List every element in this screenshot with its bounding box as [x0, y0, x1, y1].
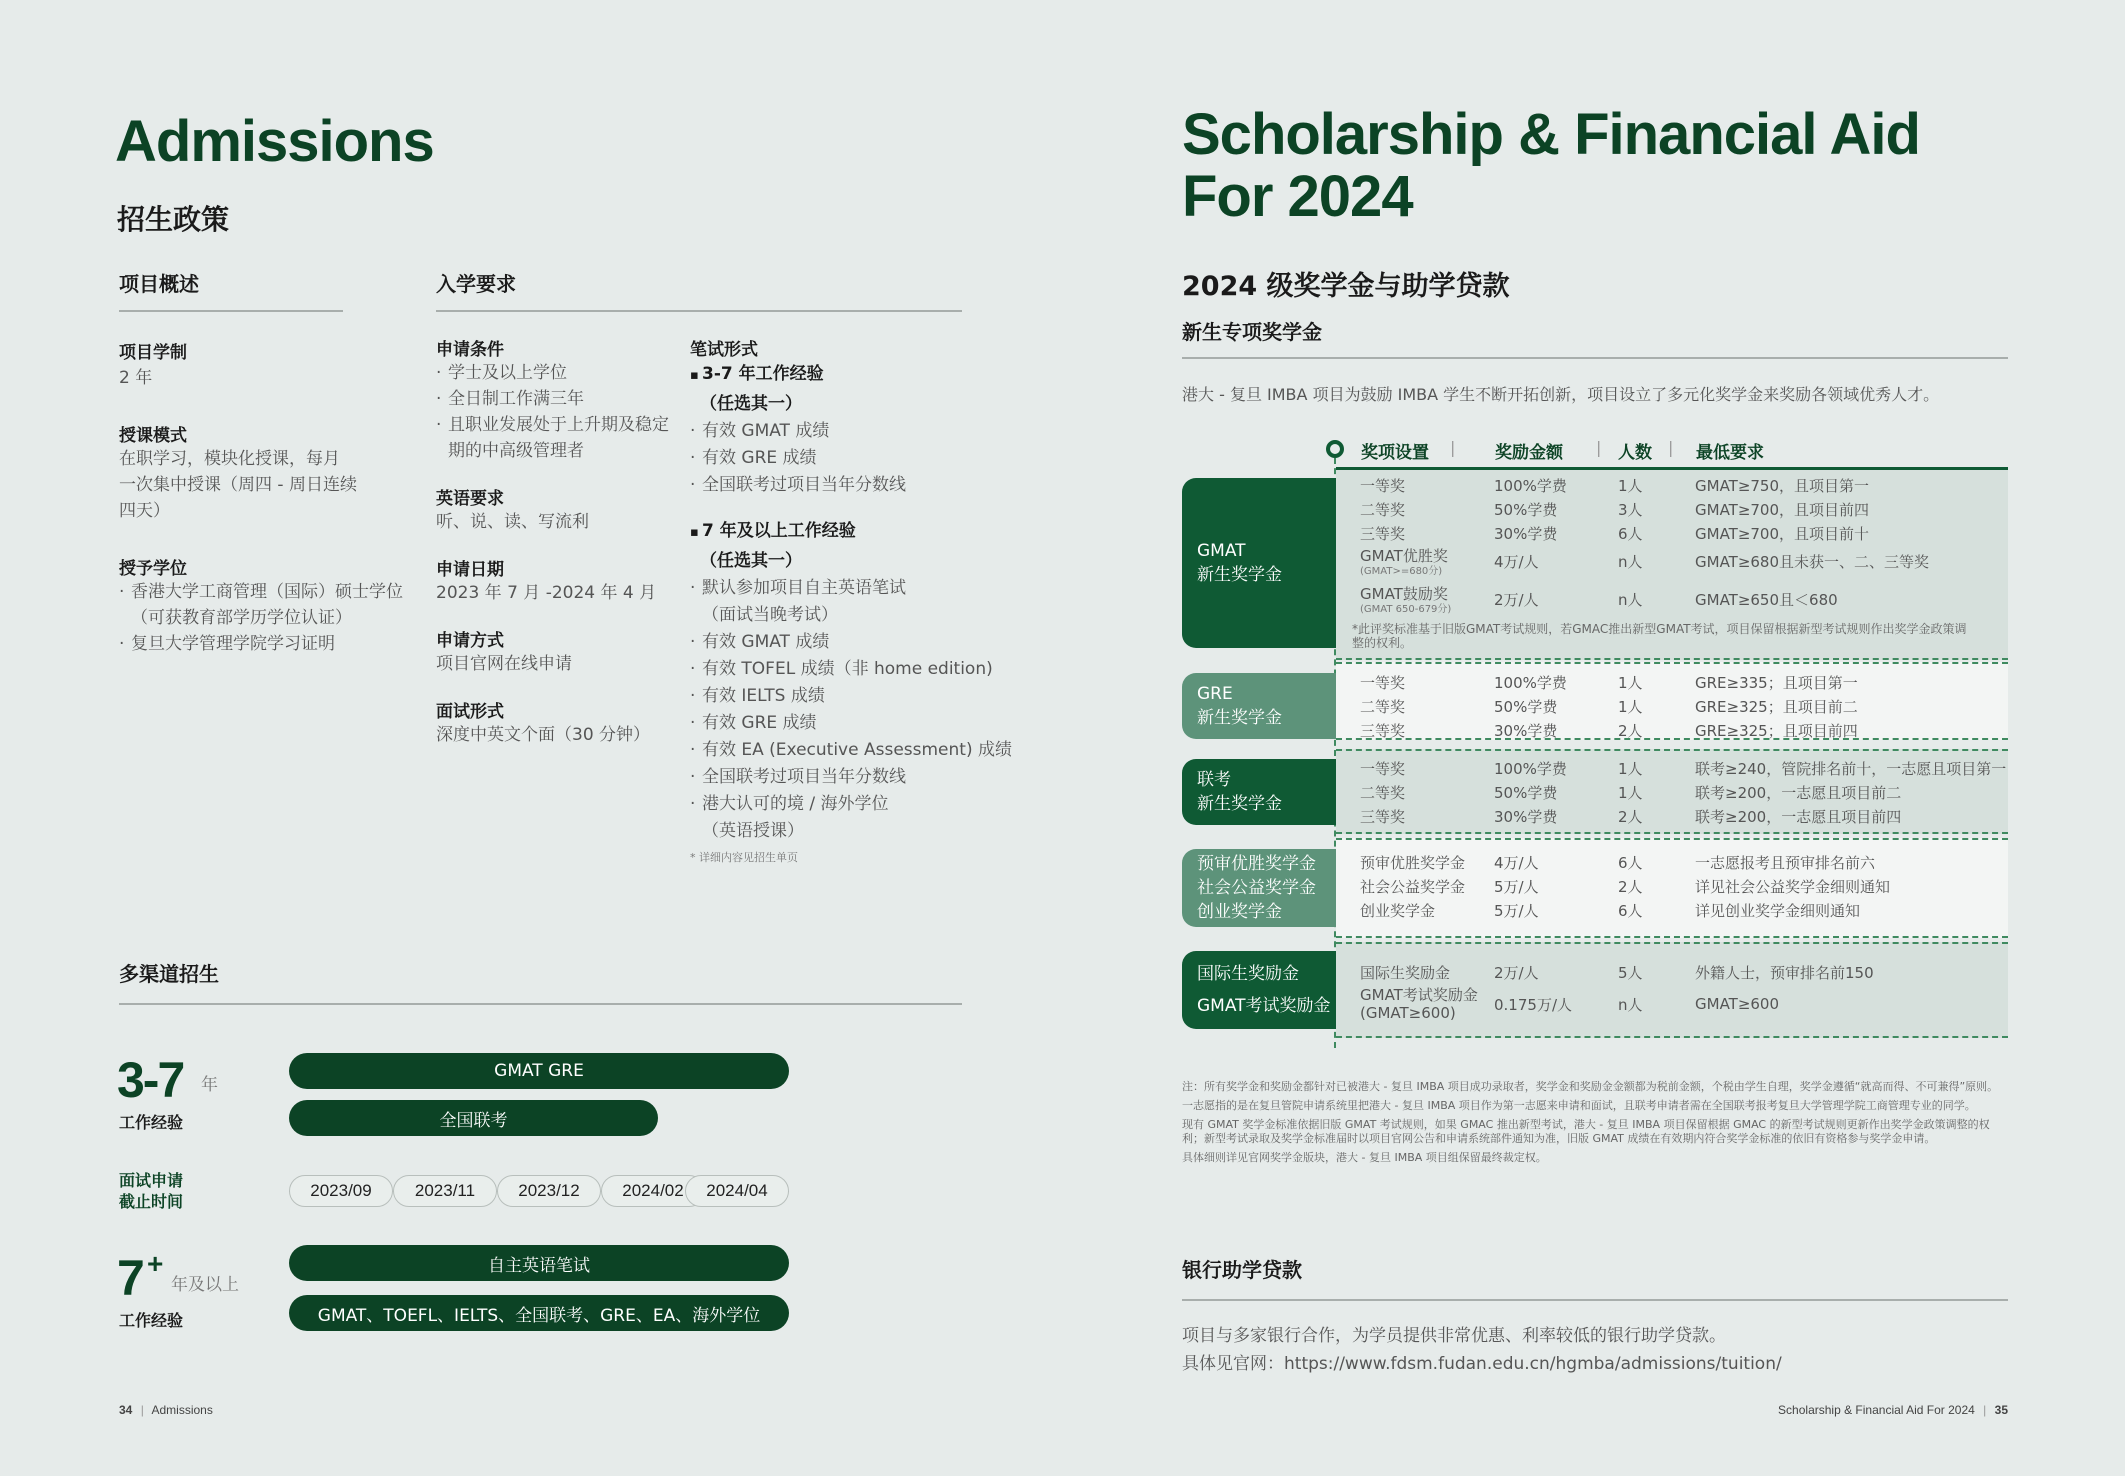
conditions-label: 申请条件: [436, 340, 504, 360]
category-national-exam: [1182, 759, 1336, 825]
cell-requirement: GMAT≥700，且项目前四: [1695, 501, 1870, 519]
page-title-scholarship: [1182, 104, 1920, 228]
cell-award: [1360, 986, 1494, 1022]
cell-award: 社会公益奖学金: [1360, 878, 1466, 896]
header-separator: |: [1668, 438, 1674, 457]
overview-heading: 项目概述: [119, 272, 199, 296]
deadline-label-line1: 面试申请: [119, 1171, 184, 1190]
group2-item: · 默认参加项目自主英语笔试（面试当晚考试）: [690, 575, 920, 629]
gmat-note: *此评奖标准基于旧版GMAT考试规则，若GMAC推出新型GMAT考试，项目保留根据新型考试规则作出奖学金政策调整的权利。: [1352, 622, 1967, 650]
table-row: [1360, 720, 2025, 741]
written-exam-section: [690, 335, 1020, 865]
cell-amount: 100%学费: [1494, 760, 1567, 778]
note-item: 注：所有奖学金和奖励金都针对已被港大 - 复旦 IMBA 项目成功录取者，奖学金和奖励金金额都为税前金额，个税由学生自理，奖学金遵循“就高而得、不可兼得”原则。: [1182, 1080, 1999, 1093]
cell-count: 6人: [1618, 854, 1643, 872]
cell-requirement: 联考≥240，管院排名前十，一志愿且项目第一: [1695, 760, 2007, 778]
cell-requirement: 详见创业奖学金细则通知: [1695, 902, 1861, 920]
divider: [1182, 357, 2008, 359]
tier2-unit: 年及以上: [171, 1275, 239, 1295]
cell-award: 三等奖: [1360, 525, 1406, 543]
scholarship-heading: 新生专项奖学金: [1182, 320, 1322, 344]
group1-note: （任选其一）: [700, 394, 802, 414]
category-line: 新生奖学金: [1197, 565, 1282, 585]
cell-amount: 50%学费: [1494, 784, 1558, 802]
cell-award: 一等奖: [1360, 477, 1406, 495]
cell-amount: 30%学费: [1494, 722, 1558, 740]
tier2-label: 工作经验: [119, 1311, 184, 1330]
cell-amount: 50%学费: [1494, 698, 1558, 716]
award-name: GMAT优胜奖: [1360, 547, 1448, 565]
written-label: 笔试形式: [690, 340, 758, 360]
header-separator: |: [1450, 438, 1456, 457]
duration-label: 项目学制: [119, 343, 187, 363]
table-row: [1360, 672, 2025, 693]
table-row: [1360, 986, 2025, 1022]
group2-title: ▪ 7 年及以上工作经验: [690, 517, 1020, 547]
table-row: [1360, 545, 2025, 577]
cell-amount: 2万/人: [1494, 590, 1539, 609]
deadline-date: 2024/02: [601, 1175, 705, 1207]
cell-requirement: GMAT≥700，且项目前十: [1695, 525, 1870, 543]
title-line2: For 2024: [1182, 164, 1413, 229]
mode-label: 授课模式: [119, 426, 187, 446]
degree-label: 授予学位: [119, 559, 187, 579]
cell-count: 5人: [1618, 964, 1643, 982]
loan-body: [1182, 1322, 1782, 1378]
cell-award: 创业奖学金: [1360, 902, 1436, 920]
cell-requirement: GMAT≥600: [1695, 995, 1780, 1013]
table-header-count: 人数: [1618, 443, 1652, 463]
loan-heading: 银行助学贷款: [1182, 1258, 1302, 1282]
cell-count: 1人: [1618, 760, 1643, 778]
scholarship-intro: 港大 - 复旦 IMBA 项目为鼓励 IMBA 学生不断开拓创新，项目设立了多元化奖学金来奖励各领域优秀人才。: [1182, 385, 1940, 404]
cell-count: 1人: [1618, 784, 1643, 802]
group1-item: · 有效 GRE 成绩: [690, 445, 1020, 472]
footer-separator: |: [140, 1403, 144, 1417]
title-line1: Scholarship & Financial Aid: [1182, 102, 1920, 167]
cell-award: 三等奖: [1360, 808, 1406, 826]
cell-amount: 30%学费: [1494, 808, 1558, 826]
table-row: [1360, 758, 2025, 779]
cell-count: 2人: [1618, 722, 1643, 740]
deadline-date: 2023/12: [497, 1175, 601, 1207]
category-line: 联考: [1197, 770, 1231, 790]
degree-item: · 香港大学工商管理（国际）硕士学位（可获教育部学历学位认证）: [119, 579, 429, 631]
award-condition: (GMAT≥600): [1360, 1004, 1456, 1022]
table-row: [1360, 583, 2025, 615]
category-line: 新生奖学金: [1197, 708, 1282, 728]
cell-amount: 5万/人: [1494, 902, 1539, 920]
scholarship-notes: [1182, 1080, 2008, 1165]
method-label: 申请方式: [436, 631, 504, 651]
category-gre: [1182, 673, 1336, 739]
tier2-number: 7: [117, 1250, 144, 1306]
group1-item: · 全国联考过项目当年分数线: [690, 472, 1020, 499]
group2-item: · 全国联考过项目当年分数线: [690, 764, 1020, 791]
group2-note: （任选其一）: [700, 551, 802, 571]
cell-award: 三等奖: [1360, 722, 1406, 740]
cell-requirement: 详见社会公益奖学金细则通知: [1695, 878, 1891, 896]
cell-award: 预审优胜奖学金: [1360, 854, 1466, 872]
table-row: [1360, 499, 2025, 520]
cell-requirement: GRE≥325；且项目前二: [1695, 698, 1858, 716]
cell-award: 二等奖: [1360, 501, 1406, 519]
deadline-date: 2023/09: [289, 1175, 393, 1207]
tier1-label: 工作经验: [119, 1113, 184, 1132]
cell-amount: 5万/人: [1494, 878, 1539, 896]
cell-requirement: GMAT≥680且未获一、二、三等奖: [1695, 552, 1930, 571]
deadline-date: 2023/11: [393, 1175, 497, 1207]
page-subtitle: 2024 级奖学金与助学贷款: [1182, 271, 1510, 302]
cell-count: 6人: [1618, 902, 1643, 920]
category-line: GRE: [1197, 684, 1233, 704]
award-condition: (GMAT 650-679分): [1360, 604, 1452, 615]
mode-line: 四天）: [119, 501, 170, 521]
group1-title: ▪ 3-7 年工作经验: [690, 360, 1020, 390]
table-header-award: 奖项设置: [1361, 443, 1429, 463]
note-item: 现有 GMAT 奖学金标准依据旧版 GMAT 考试规则，如果 GMAC 推出新型考试，港大 - 复旦 IMBA 项目保留根据 GMAC 的新型考试规则更新作出奖学金政策调整的权利；新型考试录取及奖学金标准届时以项目官网公告和申请系统部件通知为准，旧版 GMAT 成绩在有效期内符合奖学金标准的依旧有资格参与奖学金申请。: [1182, 1118, 1990, 1145]
group2-item: · 有效 GMAT 成绩: [690, 629, 1020, 656]
cell-count: 2人: [1618, 878, 1643, 896]
date-label: 申请日期: [436, 560, 504, 580]
cell-requirement: GRE≥335；且项目第一: [1695, 674, 1858, 692]
cell-requirement: 外籍人士，预审排名前150: [1695, 964, 1874, 982]
left-footer: [119, 1403, 213, 1417]
english-value: 听、说、读、写流利: [436, 512, 589, 532]
cell-requirement: GMAT≥650且＜680: [1695, 590, 1838, 609]
pill-english-test: 自主英语笔试: [289, 1245, 789, 1281]
cell-award: 二等奖: [1360, 784, 1406, 802]
award-name: GMAT考试奖励金: [1360, 986, 1478, 1004]
cell-amount: 100%学费: [1494, 674, 1567, 692]
cell-count: 1人: [1618, 674, 1643, 692]
cell-amount: 50%学费: [1494, 501, 1558, 519]
cell-amount: 100%学费: [1494, 477, 1567, 495]
tier1-number: 3-7: [117, 1052, 184, 1108]
category-line: GMAT考试奖励金: [1197, 996, 1331, 1016]
timeline-node-icon: [1326, 440, 1344, 458]
table-row: [1360, 475, 2025, 496]
tier2-plus: +: [147, 1248, 163, 1279]
note-item: 具体细则详见官网奖学金版块，港大 - 复旦 IMBA 项目组保留最终裁定权。: [1182, 1151, 1547, 1164]
category-special: [1182, 849, 1336, 927]
cell-award: [1360, 583, 1494, 615]
group2-item: · 有效 EA (Executive Assessment) 成绩: [690, 737, 1020, 764]
pill-national-exam: 全国联考: [289, 1100, 658, 1136]
divider: [1182, 1299, 2008, 1301]
category-line: 预审优胜奖学金: [1197, 854, 1316, 874]
table-row: [1360, 806, 2025, 827]
degree-item: · 复旦大学管理学院学习证明: [119, 631, 429, 657]
category-line: GMAT: [1197, 541, 1246, 561]
page-number: 34: [119, 1403, 133, 1417]
cell-requirement: 一志愿报考且预审排名前六: [1695, 854, 1876, 872]
divider: [436, 310, 962, 312]
cell-requirement: 联考≥200，一志愿且项目前四: [1695, 808, 1902, 826]
category-line: 国际生奖励金: [1197, 964, 1299, 984]
cell-count: n人: [1618, 590, 1643, 609]
cell-requirement: GMAT≥750，且项目第一: [1695, 477, 1870, 495]
table-row: [1360, 782, 2025, 803]
pill-other-tests: GMAT、TOEFL、IELTS、全国联考、GRE、EA、海外学位: [289, 1295, 789, 1331]
cell-count: n人: [1618, 995, 1643, 1014]
category-line: 社会公益奖学金: [1197, 878, 1316, 898]
method-value: 项目官网在线申请: [436, 654, 572, 674]
cell-award: 二等奖: [1360, 698, 1406, 716]
cell-amount: 0.175万/人: [1494, 995, 1572, 1014]
cell-count: 3人: [1618, 501, 1643, 519]
interview-label: 面试形式: [436, 702, 504, 722]
group2-item: · 港大认可的境 / 海外学位（英语授课）: [690, 791, 920, 845]
mode-line: 在职学习，模块化授课，每月: [119, 449, 340, 469]
loan-line2: [1182, 1350, 1782, 1378]
category-gmat: [1182, 478, 1336, 648]
loan-url-link[interactable]: https://www.fdsm.fudan.edu.cn/hgmba/admissions/tuition/: [1284, 1354, 1782, 1374]
footer-section: Admissions: [151, 1403, 213, 1417]
loan-line1: 项目与多家银行合作，为学员提供非常优惠、利率较低的银行助学贷款。: [1182, 1326, 1726, 1346]
requirements-section: [436, 335, 676, 748]
condition-item: · 全日制工作满三年: [436, 386, 676, 412]
cell-award: 一等奖: [1360, 760, 1406, 778]
cell-requirement: GRE≥325；且项目前四: [1695, 722, 1858, 740]
deadline-label: [119, 1170, 183, 1212]
award-name: GMAT鼓励奖: [1360, 585, 1448, 603]
category-line: 新生奖学金: [1197, 794, 1282, 814]
pill-gmat-gre: GMAT GRE: [289, 1053, 789, 1089]
cell-count: 1人: [1618, 477, 1643, 495]
cell-award: [1360, 545, 1494, 577]
cell-requirement: 联考≥200，一志愿且项目前二: [1695, 784, 1902, 802]
page-title-admissions: Admissions: [115, 109, 434, 174]
cell-count: 2人: [1618, 808, 1643, 826]
english-label: 英语要求: [436, 489, 504, 509]
condition-item: · 且职业发展处于上升期及稳定期的中高级管理者: [436, 412, 676, 464]
note-item: 一志愿指的是在复旦管院申请系统里把港大 - 复旦 IMBA 项目作为第一志愿来申请和面试，且联考申请者需在全国联考报考复旦大学管理学院工商管理专业的同学。: [1182, 1099, 1976, 1112]
cell-amount: 4万/人: [1494, 552, 1539, 571]
date-value: 2023 年 7 月 -2024 年 4 月: [436, 583, 657, 603]
condition-item: · 学士及以上学位: [436, 360, 676, 386]
table-row: [1360, 962, 2025, 983]
divider: [119, 310, 343, 312]
category-line: 创业奖学金: [1197, 902, 1282, 922]
mode-line: 一次集中授课（周四 - 周日连续: [119, 475, 357, 495]
right-footer: [1778, 1403, 2008, 1417]
footer-separator: |: [1983, 1403, 1987, 1417]
group1-item: · 有效 GMAT 成绩: [690, 418, 1020, 445]
award-condition: (GMAT>=680分): [1360, 566, 1443, 577]
header-separator: |: [1596, 438, 1602, 457]
written-footnote: * 详细内容见招生单页: [690, 851, 798, 864]
loan-url-label: 具体见官网：: [1182, 1354, 1284, 1374]
cell-award: 一等奖: [1360, 674, 1406, 692]
table-header-amount: 奖励金额: [1495, 443, 1563, 463]
interview-value: 深度中英文个面（30 分钟）: [436, 725, 651, 745]
cell-count: 1人: [1618, 698, 1643, 716]
cell-amount: 4万/人: [1494, 854, 1539, 872]
duration-value: 2 年: [119, 368, 153, 388]
page-number: 35: [1994, 1403, 2008, 1417]
group2-item: · 有效 TOFEL 成绩（非 home edition): [690, 656, 1020, 683]
divider: [119, 1003, 962, 1005]
category-international: [1182, 951, 1336, 1029]
requirements-heading: 入学要求: [436, 272, 516, 296]
page-subtitle: 招生政策: [117, 203, 230, 236]
cell-count: n人: [1618, 552, 1643, 571]
cell-amount: 2万/人: [1494, 964, 1539, 982]
table-row: [1360, 900, 2025, 921]
deadline-label-line2: 截止时间: [119, 1192, 184, 1211]
group2-item: · 有效 GRE 成绩: [690, 710, 1020, 737]
cell-amount: 30%学费: [1494, 525, 1558, 543]
table-row: [1360, 852, 2025, 873]
table-row: [1360, 696, 2025, 717]
table-row: [1360, 523, 2025, 544]
deadline-date: 2024/04: [685, 1175, 789, 1207]
cell-award: 国际生奖励金: [1360, 964, 1451, 982]
group2-item: · 有效 IELTS 成绩: [690, 683, 1020, 710]
table-header-requirement: 最低要求: [1696, 443, 1764, 463]
channels-heading: 多渠道招生: [119, 962, 219, 986]
table-row: [1360, 876, 2025, 897]
tier1-unit: 年: [201, 1075, 218, 1095]
overview-section: [119, 338, 429, 657]
footer-section: Scholarship & Financial Aid For 2024: [1778, 1403, 1975, 1417]
cell-count: 6人: [1618, 525, 1643, 543]
